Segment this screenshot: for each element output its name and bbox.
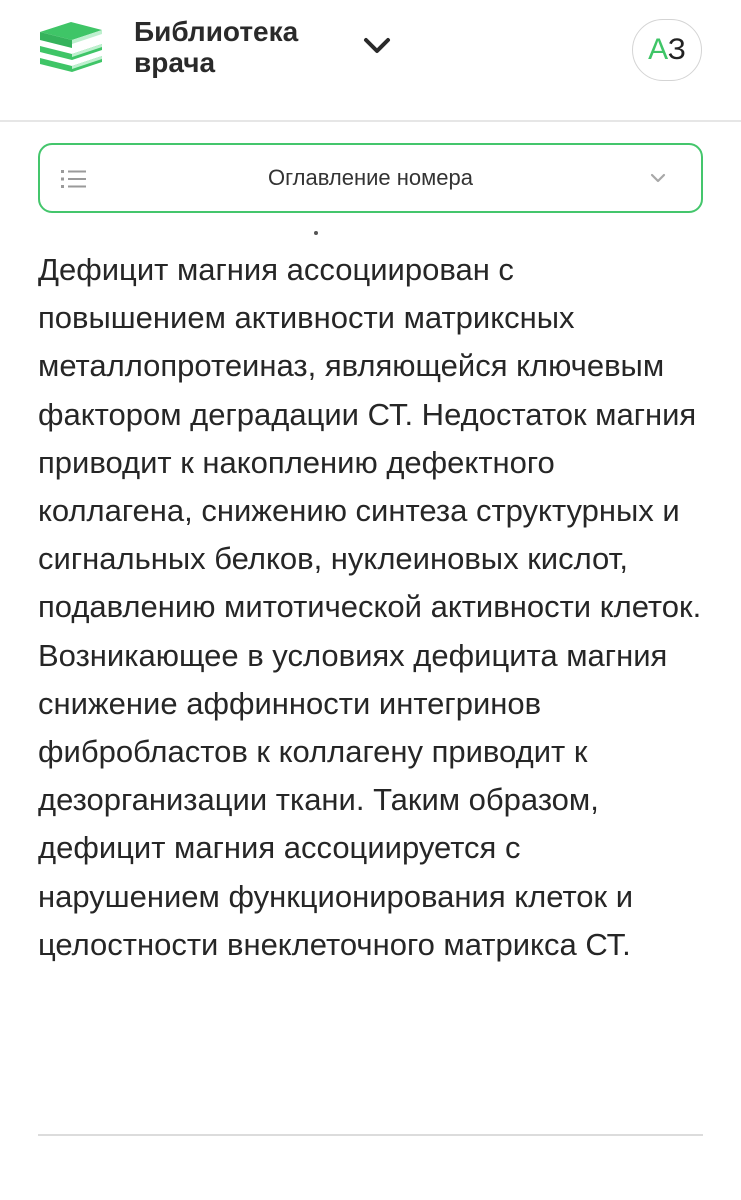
books-stack-icon[interactable] <box>36 18 106 78</box>
site-name-line-2: врача <box>134 47 216 78</box>
site-header <box>0 0 741 122</box>
font-size-letter-accent: А <box>648 33 668 66</box>
chevron-down-icon <box>649 171 667 185</box>
article-paragraph: Дефицит магния ассоциирован с повышением активности матриксных металлопротеиназ, являющейся ключевым фактором деградации СТ. Недостаток магния приводит к накоплению дефектного коллагена, снижению синтеза структурных и сигнальных белков, нуклеиновых кислот, подавлению митотической активности клеток. Возникающее в условиях дефицита магния снижение аффинности интегринов фибробластов к коллагену приводит к дезорганизации ткани. Таким образом, дефицит магния ассоциируется с нарушением функционирования клеток и целостности внеклеточного матрикса СТ. <box>38 252 702 962</box>
site-name[interactable] <box>134 16 344 78</box>
decorative-dot <box>314 231 318 235</box>
site-name-line-1: Библиотека <box>134 16 299 47</box>
divider <box>38 1134 703 1136</box>
table-of-contents-dropdown[interactable] <box>38 143 703 213</box>
font-size-letter-main: З <box>667 33 686 66</box>
font-size-button[interactable] <box>632 19 702 81</box>
chevron-down-icon[interactable] <box>362 34 392 58</box>
toc-label: Оглавление номера <box>268 165 473 190</box>
